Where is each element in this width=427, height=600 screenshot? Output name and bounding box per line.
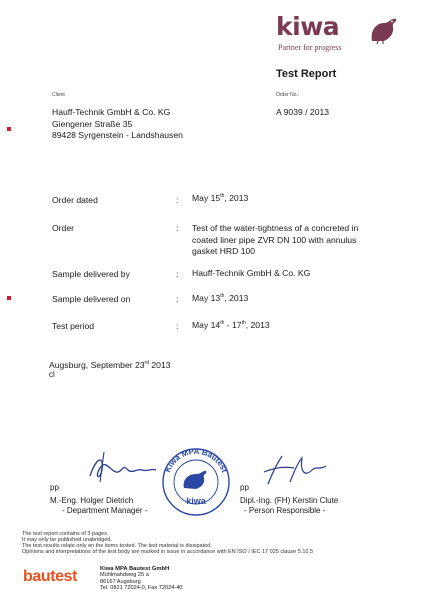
test-period-label: Test period: [52, 321, 95, 331]
pp-left: pp: [50, 483, 59, 492]
signature-dietrich: [82, 446, 162, 486]
order-dated-label: Order dated: [52, 195, 98, 205]
colon: :: [176, 269, 179, 279]
org-city: 86167 Augsburg: [100, 578, 141, 585]
org-street: Mühlmahdweg 25 a: [100, 572, 149, 579]
signatory-left-name: M.-Eng. Holger Dietrich: [50, 496, 134, 505]
pp-right: pp: [240, 483, 249, 492]
order-value: Test of the water-tightness of a concreted in coated liner pipe ZVR DN 100 with annulus gasket HRD 100: [192, 223, 359, 256]
colon: :: [176, 294, 179, 304]
client-name: Hauff-Technik GmbH & Co. KG: [52, 107, 171, 117]
sample-delivered-by-label: Sample delivered by: [52, 269, 130, 279]
org-phone: Tel. 0821 72024-0, Fax 72024-40: [100, 585, 183, 592]
order-no-label: Order No.:: [276, 92, 300, 98]
colon: :: [176, 223, 179, 233]
order-label: Order: [52, 223, 74, 233]
org-name: Kiwa MPA Bautest GmbH: [100, 566, 170, 572]
seal-center-text: kiwa: [186, 496, 206, 506]
kiwa-logo-wordmark: kiwa: [276, 12, 340, 41]
margin-mark: [7, 127, 11, 131]
kiwa-logo: [272, 12, 402, 54]
client-address: [52, 107, 183, 142]
footer-notes: The test report contains of 3 pages. It may only be published unabridged. The test results relate only on the items tested. The test material is dissipated. Opinions and interpretations of the test body are marked in issue in accordance with EN ISO / IEC 17 025 clause 5.10.5: [22, 531, 314, 555]
bautest-logo: [23, 566, 81, 590]
colon: :: [176, 321, 179, 331]
order-no-value: A 9039 / 2013: [276, 107, 330, 117]
report-title: Test Report: [276, 68, 337, 80]
colon: :: [176, 195, 179, 205]
test-period-value: May 14th - 17th, 2013: [192, 320, 270, 330]
kiwa-mpa-bautest-seal: [158, 442, 234, 520]
order-dated-value: May 15th, 2013: [192, 193, 249, 203]
client-label: Client: [52, 92, 65, 98]
initials: cl: [49, 370, 55, 379]
margin-mark: [7, 296, 11, 300]
signatory-left-role: - Department Manager -: [62, 506, 148, 515]
sample-delivered-on-value: May 13th, 2013: [192, 293, 249, 303]
signatory-right-role: - Person Responsible -: [244, 506, 326, 515]
signature-clute: [254, 452, 334, 488]
kiwa-tagline: Partner for progress: [278, 43, 342, 52]
kiwa-bird-icon: [366, 15, 402, 45]
client-city: 89428 Syrgenstein - Landshausen: [52, 130, 183, 140]
signatory-right-name: Dipl.-Ing. (FH) Kerstin Clute: [240, 496, 339, 505]
client-street: Giengener Straße 35: [52, 118, 133, 129]
place-date: Augsburg, September 23rd 2013: [49, 360, 171, 370]
bautest-wordmark: bautest: [23, 568, 78, 585]
seal-text: Kiwa MPA Bautest: [162, 446, 230, 474]
footer-organisation: [100, 566, 182, 592]
sample-delivered-on-label: Sample delivered on: [52, 294, 131, 304]
sample-delivered-by-value: Hauff-Technik GmbH & Co. KG: [192, 268, 311, 278]
